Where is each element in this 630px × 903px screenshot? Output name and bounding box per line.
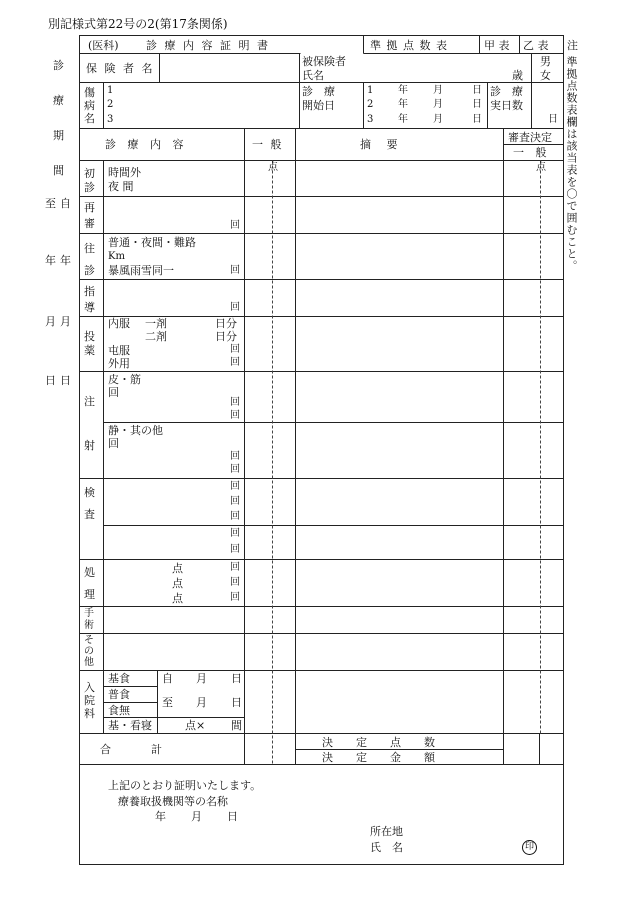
house-call-line1: 普通・夜間・難路	[108, 236, 196, 249]
treatment-unit-3: 回	[230, 592, 240, 603]
form-subtitle: (医科)	[88, 39, 119, 52]
note-text: 準拠点数表欄は該当表を〇で囲むこと。	[565, 56, 578, 272]
period-day-2: 日	[45, 374, 56, 387]
treatment-unit-1: 回	[230, 562, 240, 573]
extra-unit-1: 回	[230, 528, 240, 539]
hospital-day-1: 日	[231, 672, 242, 685]
period-kan: 間	[53, 164, 64, 177]
seal-mark: 印	[522, 840, 537, 855]
date-3-month: 月	[433, 114, 443, 125]
row-guidance-label: 指導	[84, 285, 95, 314]
date-1-day: 日	[472, 85, 482, 96]
form-id: 別記様式第22号の2(第17条関係)	[48, 17, 228, 31]
row-injection-label-2: 射	[84, 439, 95, 452]
date-1-month: 月	[433, 85, 443, 96]
decided-amount: 決 定 金 額	[322, 751, 441, 764]
row-house-call-label: 往診	[84, 242, 95, 277]
treatment-unit-2: 回	[230, 577, 240, 588]
hospital-month-2: 月	[196, 696, 207, 709]
medication-two-dose: 二剤	[145, 330, 167, 343]
col-review-general: 一 般	[513, 146, 551, 159]
age-unit: 歳	[512, 69, 523, 82]
revisit-unit: 回	[230, 220, 240, 231]
name-label: 氏 名	[370, 841, 403, 854]
row-exam-label-1: 検	[84, 486, 95, 499]
disease-label-wrap	[84, 86, 96, 125]
house-call-line3: 暴風雨雪同一	[108, 264, 174, 277]
row-revisit-label: 再審	[84, 201, 95, 230]
period-itaru: 至	[45, 197, 56, 210]
treatment-point-2: 点	[172, 577, 183, 590]
sex-female[interactable]: 女	[540, 69, 551, 82]
row-other-label: その他	[84, 635, 94, 668]
date-3-day: 日	[472, 114, 482, 125]
period-ji: 自	[60, 197, 71, 210]
extra-unit-2: 回	[230, 544, 240, 555]
start-label-2: 開始日	[302, 99, 335, 112]
medication-day-unit-2: 日分	[215, 330, 237, 343]
hospital-points-times: 点×	[185, 719, 206, 732]
hospital-month-1: 月	[196, 672, 207, 685]
medication-internal: 内服	[108, 317, 130, 330]
date-3-year: 年	[398, 114, 408, 125]
hospital-no-meal: 食無	[108, 704, 130, 717]
hospital-basic-meal: 基食	[108, 672, 130, 685]
disease-3: 3	[107, 114, 114, 125]
period-ki: 期	[53, 129, 64, 142]
col-content: 診 療 内 容	[105, 138, 188, 151]
medication-external-use: 外用	[108, 357, 130, 370]
hospital-from: 自	[162, 672, 173, 685]
treatment-point-1: 点	[172, 562, 183, 575]
hospital-day-2: 日	[231, 696, 242, 709]
period-year-1: 年	[60, 254, 71, 267]
row-exam-label-2: 査	[84, 508, 95, 521]
insured-name-label: 氏名	[302, 69, 324, 82]
house-call-line2: Km	[108, 251, 125, 262]
period-month-2: 月	[45, 315, 56, 328]
row-injection-label-1: 注	[84, 395, 95, 408]
medication-unit-1: 回	[230, 344, 240, 355]
days-unit: 日	[548, 114, 558, 125]
injection-unit-1: 回	[230, 397, 240, 408]
footer-month: 月	[191, 810, 202, 823]
first-visit-line2: 夜 間	[108, 180, 134, 193]
certify-text: 上記のとおり証明いたします。	[108, 779, 262, 792]
injection-skin-count: 回	[108, 386, 119, 399]
point-unit-review: 点	[536, 162, 546, 173]
date-2-year: 年	[398, 99, 408, 110]
medication-unit-2: 回	[230, 357, 240, 368]
row-treatment-label-2: 理	[84, 588, 95, 601]
decided-points: 決 定 点 数	[322, 736, 441, 749]
page-title: 診 療 内 容 証 明 書	[146, 39, 270, 52]
address-label: 所在地	[370, 825, 403, 838]
footer-day: 日	[227, 810, 238, 823]
point-unit-general: 点	[268, 162, 278, 173]
medication-one-dose: 一剤	[145, 317, 167, 330]
exam-unit-2: 回	[230, 496, 240, 507]
total-label: 合 計	[100, 743, 168, 756]
date-2-month: 月	[433, 99, 443, 110]
injection-skin: 皮・筋	[108, 373, 141, 386]
date-2-day: 日	[472, 99, 482, 110]
period-day-1: 日	[60, 374, 71, 387]
institution-label: 療養取扱機関等の名称	[118, 795, 228, 808]
insurer-name-label: 保 険 者 名	[86, 62, 155, 75]
hospital-to: 至	[162, 696, 173, 709]
days-label-2: 実日数	[490, 99, 523, 112]
date-3-no: 3	[367, 114, 374, 125]
disease-label: 傷病名	[84, 86, 96, 125]
injection-unit-3: 回	[230, 451, 240, 462]
row-treatment-label-1: 処	[84, 566, 95, 579]
footer-year: 年	[155, 810, 166, 823]
treatment-point-3: 点	[172, 592, 183, 605]
row-surgery-label: 手術	[84, 608, 94, 631]
start-label-1: 診 療	[302, 85, 335, 98]
exam-unit-1: 回	[230, 481, 240, 492]
row-first-visit-label: 初診	[84, 167, 95, 194]
medication-day-unit-1: 日分	[215, 317, 237, 330]
table-b-option[interactable]: 乙 表	[523, 39, 549, 52]
table-a-option[interactable]: 甲 表	[484, 39, 510, 52]
sex-male[interactable]: 男	[540, 55, 551, 68]
hospital-normal-meal: 普食	[108, 688, 130, 701]
period-shin: 診	[53, 59, 64, 72]
row-hospital-label: 入院料	[84, 681, 95, 720]
insured-person-label: 被保険者	[302, 55, 346, 68]
days-label-1: 診 療	[490, 85, 523, 98]
period-ryo: 療	[53, 94, 64, 107]
hospital-nursing: 基・看寝	[108, 719, 152, 732]
note-label: 注	[567, 39, 578, 52]
score-table-label: 準 拠 点 数 表	[370, 39, 448, 52]
period-year-2: 年	[45, 254, 56, 267]
medication-external-dose: 屯服	[108, 344, 130, 357]
date-1-no: 1	[367, 85, 374, 96]
house-call-unit: 回	[230, 265, 240, 276]
row-medication-label: 投薬	[84, 330, 95, 357]
date-1-year: 年	[398, 85, 408, 96]
guidance-unit: 回	[230, 302, 240, 313]
col-review: 審査決定	[508, 131, 552, 144]
injection-unit-4: 回	[230, 464, 240, 475]
period-month-1: 月	[60, 315, 71, 328]
hospital-unit: 間	[231, 719, 242, 732]
injection-unit-2: 回	[230, 410, 240, 421]
injection-vein-count: 回	[108, 437, 119, 450]
date-2-no: 2	[367, 99, 374, 110]
disease-2: 2	[107, 99, 114, 110]
disease-1: 1	[107, 85, 114, 96]
exam-unit-3: 回	[230, 511, 240, 522]
col-summary: 摘 要	[360, 138, 404, 151]
col-general: 一 般	[252, 138, 284, 151]
first-visit-line1: 時間外	[108, 166, 141, 179]
injection-vein: 静・其の他	[108, 424, 163, 437]
